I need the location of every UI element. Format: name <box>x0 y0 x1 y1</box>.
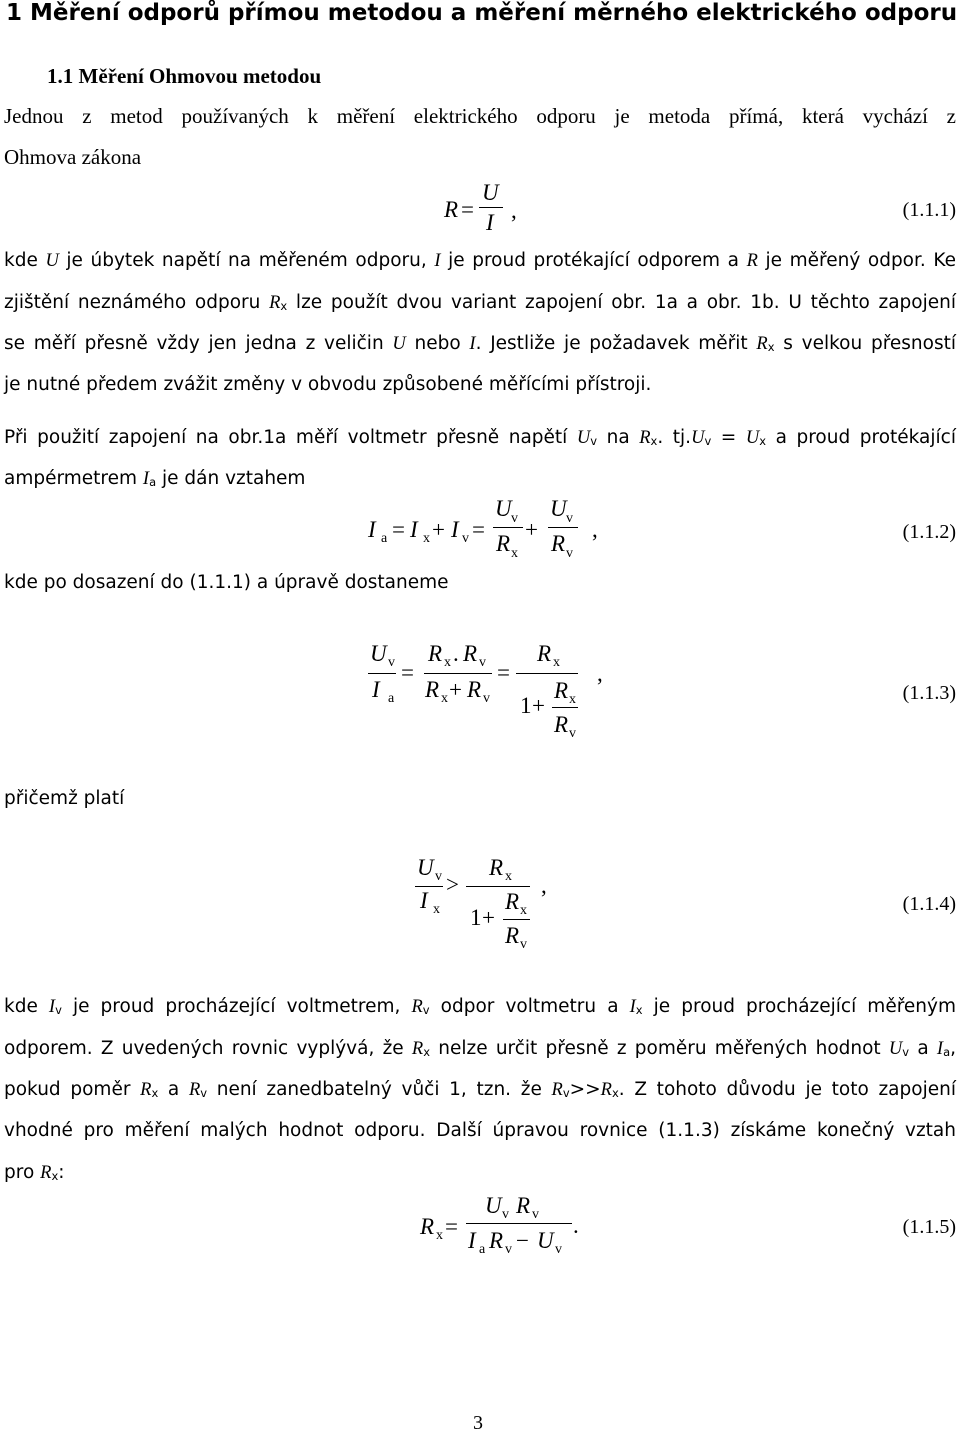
eq1-lhs: R <box>444 197 459 222</box>
eq1-denominator: I <box>486 210 494 235</box>
eq3-lhs-den-sub: a <box>388 691 395 706</box>
eq5-num-U-sub: v <box>502 1207 509 1222</box>
eq1-numerator: U <box>482 180 499 205</box>
para2-line-1: Při použití zapojení na obr.1a měří voltmetr přesně napětí $U_v$ na $R_x$. $tj.U_v = U_x$ a proud protékající <box>4 427 956 449</box>
eq2-frac2-den: R <box>551 531 566 556</box>
eq1-fraction-bar <box>479 207 503 208</box>
para2-line-2: ampérmetrem $I_a$ je dán vztahem <box>4 468 306 490</box>
para5-line-1: kde $I_v$ je proud procházející voltmetrem, $R_v$ odpor voltmetru a $I_x$ je proud procházející měřeným <box>4 996 956 1018</box>
eq3-equals-2: = <box>497 660 510 685</box>
eq3-mid-num-sub-x: x <box>444 655 451 670</box>
eq2-frac1-bar <box>493 527 523 528</box>
section-heading: 1.1 Měření Ohmovou metodou <box>47 64 322 88</box>
eq5-den-U: U <box>537 1228 554 1253</box>
eq3-right-num-sub: x <box>553 655 560 670</box>
eq4-lhs-den: I <box>420 888 428 913</box>
eq5-num-R: R <box>516 1193 531 1218</box>
eq3-lhs-num: U <box>370 641 387 666</box>
eq2-plus-2: + <box>525 517 538 542</box>
eq3-right-num: R <box>537 641 552 666</box>
eq4-right-one: 1 <box>470 905 482 930</box>
eq3-inner-den-sub: v <box>569 726 576 741</box>
eq2-frac2-num: U <box>550 496 567 521</box>
para1-line-3: se měří přesně vždy jen jedna z veličin U nebo I. Jestliže je požadavek měřit $R_x$ s velkou přesností <box>4 333 956 355</box>
eq5-period: . <box>573 1213 579 1238</box>
eq4-right-num-sub: x <box>505 869 512 884</box>
eq4-greater: > <box>446 872 459 897</box>
eq3-mid-bar <box>424 673 492 674</box>
eq3-mid-den-sub-v: v <box>483 691 490 706</box>
eq2-frac2-num-sub: v <box>566 511 573 526</box>
eq5-num-R-sub: v <box>532 1207 539 1222</box>
eq3-mid-num-R2: R <box>463 641 478 666</box>
page-number: 3 <box>473 1412 483 1434</box>
chapter-heading: 1 Měření odporů přímou metodou a měření měrného elektrického odporu <box>6 0 958 26</box>
eq3-mid-num-sub-v: v <box>479 655 486 670</box>
eq2-I: I <box>368 517 376 542</box>
eq4-right-plus: + <box>482 905 495 930</box>
eq4-lhs-num: U <box>417 855 434 880</box>
eq5-den-R: R <box>489 1228 504 1253</box>
eq4-inner-bar <box>503 919 530 920</box>
eq3-inner-den: R <box>554 712 569 737</box>
eq3-inner-num: R <box>554 678 569 703</box>
eq3-lhs-num-sub: v <box>388 655 395 670</box>
eq4-right-bar <box>466 886 530 887</box>
eq3-mid-den-R2: R <box>467 677 482 702</box>
eq4-lhs-num-sub: v <box>435 869 442 884</box>
eq2-plus: + <box>432 517 445 542</box>
eq2-equals: = <box>392 517 405 542</box>
eq5-den-U-sub: v <box>555 1242 562 1257</box>
eq3-right-bar <box>516 673 578 674</box>
eq5-minus: − <box>516 1228 529 1253</box>
eq5-lhs-sub-x: x <box>436 1228 443 1243</box>
eq2-I3: I <box>451 517 459 542</box>
eq3-right-plus: + <box>532 693 545 718</box>
eq3-comma: , <box>597 661 603 686</box>
eq5-den-I: I <box>468 1228 476 1253</box>
eq3-equals: = <box>401 660 414 685</box>
eq2-comma: , <box>592 517 598 542</box>
para5-line-5: pro $R_x$: <box>4 1162 65 1184</box>
eq3-mid-num-R: R <box>428 641 443 666</box>
eq3-mid-den-sub-x: x <box>441 691 448 706</box>
eq1-comma: , <box>511 198 517 223</box>
eq3-mid-plus: + <box>449 677 462 702</box>
eq2-frac2-den-sub: v <box>566 546 573 561</box>
eq2-sub-x: x <box>423 531 430 546</box>
eq3-lhs-den: I <box>372 677 380 702</box>
eq2-sub-a: a <box>381 531 388 546</box>
eq5-lhs-R: R <box>420 1214 435 1239</box>
eq4-inner-den-sub: v <box>520 937 527 952</box>
eq3-mid-dot: . <box>453 641 459 666</box>
eq3-right-one: 1 <box>520 693 532 718</box>
eq5-num-U: U <box>485 1193 502 1218</box>
eq2-I2: I <box>410 517 418 542</box>
intro-line-2: Ohmova zákona <box>4 145 142 169</box>
eq5-number: (1.1.5) <box>902 1216 956 1238</box>
eq4-inner-den: R <box>505 923 520 948</box>
eq3-number: (1.1.3) <box>902 682 956 704</box>
para1-line-2: zjištění neznámého odporu $R_x$ lze použít dvou variant zapojení obr. 1a a obr. 1b. U těchto zapojení <box>4 292 956 314</box>
eq5-den-R-sub: v <box>505 1242 512 1257</box>
eq2-frac1-den: R <box>496 531 511 556</box>
eq2-frac2-bar <box>548 527 578 528</box>
eq4-inner-num-sub: x <box>520 903 527 918</box>
eq5-equals: = <box>445 1214 458 1239</box>
eq2-sub-v: v <box>462 531 469 546</box>
eq4-lhs-den-sub: x <box>433 902 440 917</box>
para1-line-1: kde U je úbytek napětí na měřeném odporu, I je proud protékající odporem a R je měřený odpor. Ke <box>4 250 956 271</box>
para5-line-3: pokud poměr $R_x$ a $R_v$ není zanedbatelný vůči 1, tzn. že $R_v>>R_x$. Z tohoto důvodu je toto zapojení <box>4 1079 956 1101</box>
eq1-number: (1.1.1) <box>902 199 956 221</box>
intro-line-1: Jednou z metod používaných k měření elektrického odporu je metoda přímá, která vychází z <box>4 104 956 128</box>
eq4-inner-num: R <box>505 889 520 914</box>
para1-line-4: je nutné předem zvážit změny v obvodu způsobené měřícími přístroji. <box>4 374 652 395</box>
para5-line-4: vhodné pro měření malých hodnot odporu. Další úpravou rovnice (1.1.3) získáme konečný vztah <box>4 1120 956 1141</box>
eq3-mid-den-R: R <box>425 677 440 702</box>
eq2-frac1-num-sub: v <box>511 511 518 526</box>
eq2-number: (1.1.2) <box>902 521 956 543</box>
eq2-frac1-den-sub: x <box>511 546 518 561</box>
eq3-inner-num-sub: x <box>569 692 576 707</box>
eq4-comma: , <box>541 873 547 898</box>
para4: přičemž platí <box>4 788 125 809</box>
eq5-den-I-sub: a <box>479 1242 486 1257</box>
eq4-right-num: R <box>489 855 504 880</box>
para3: kde po dosazení do (1.1.1) a úpravě dostaneme <box>4 572 449 593</box>
eq1-equals: = <box>461 197 474 222</box>
eq4-number: (1.1.4) <box>902 893 956 915</box>
eq3-inner-bar <box>552 707 578 708</box>
eq5-fraction-bar <box>466 1223 572 1224</box>
eq2-frac1-num: U <box>495 496 512 521</box>
eq2-equals-2: = <box>472 517 485 542</box>
eq3-lhs-bar <box>368 673 396 674</box>
para5-line-2: odporem. Z uvedených rovnic vyplývá, že $R_x$ nelze určit přesně z poměru měřených hodnot $U_v$ a $I_a$, <box>4 1038 956 1060</box>
